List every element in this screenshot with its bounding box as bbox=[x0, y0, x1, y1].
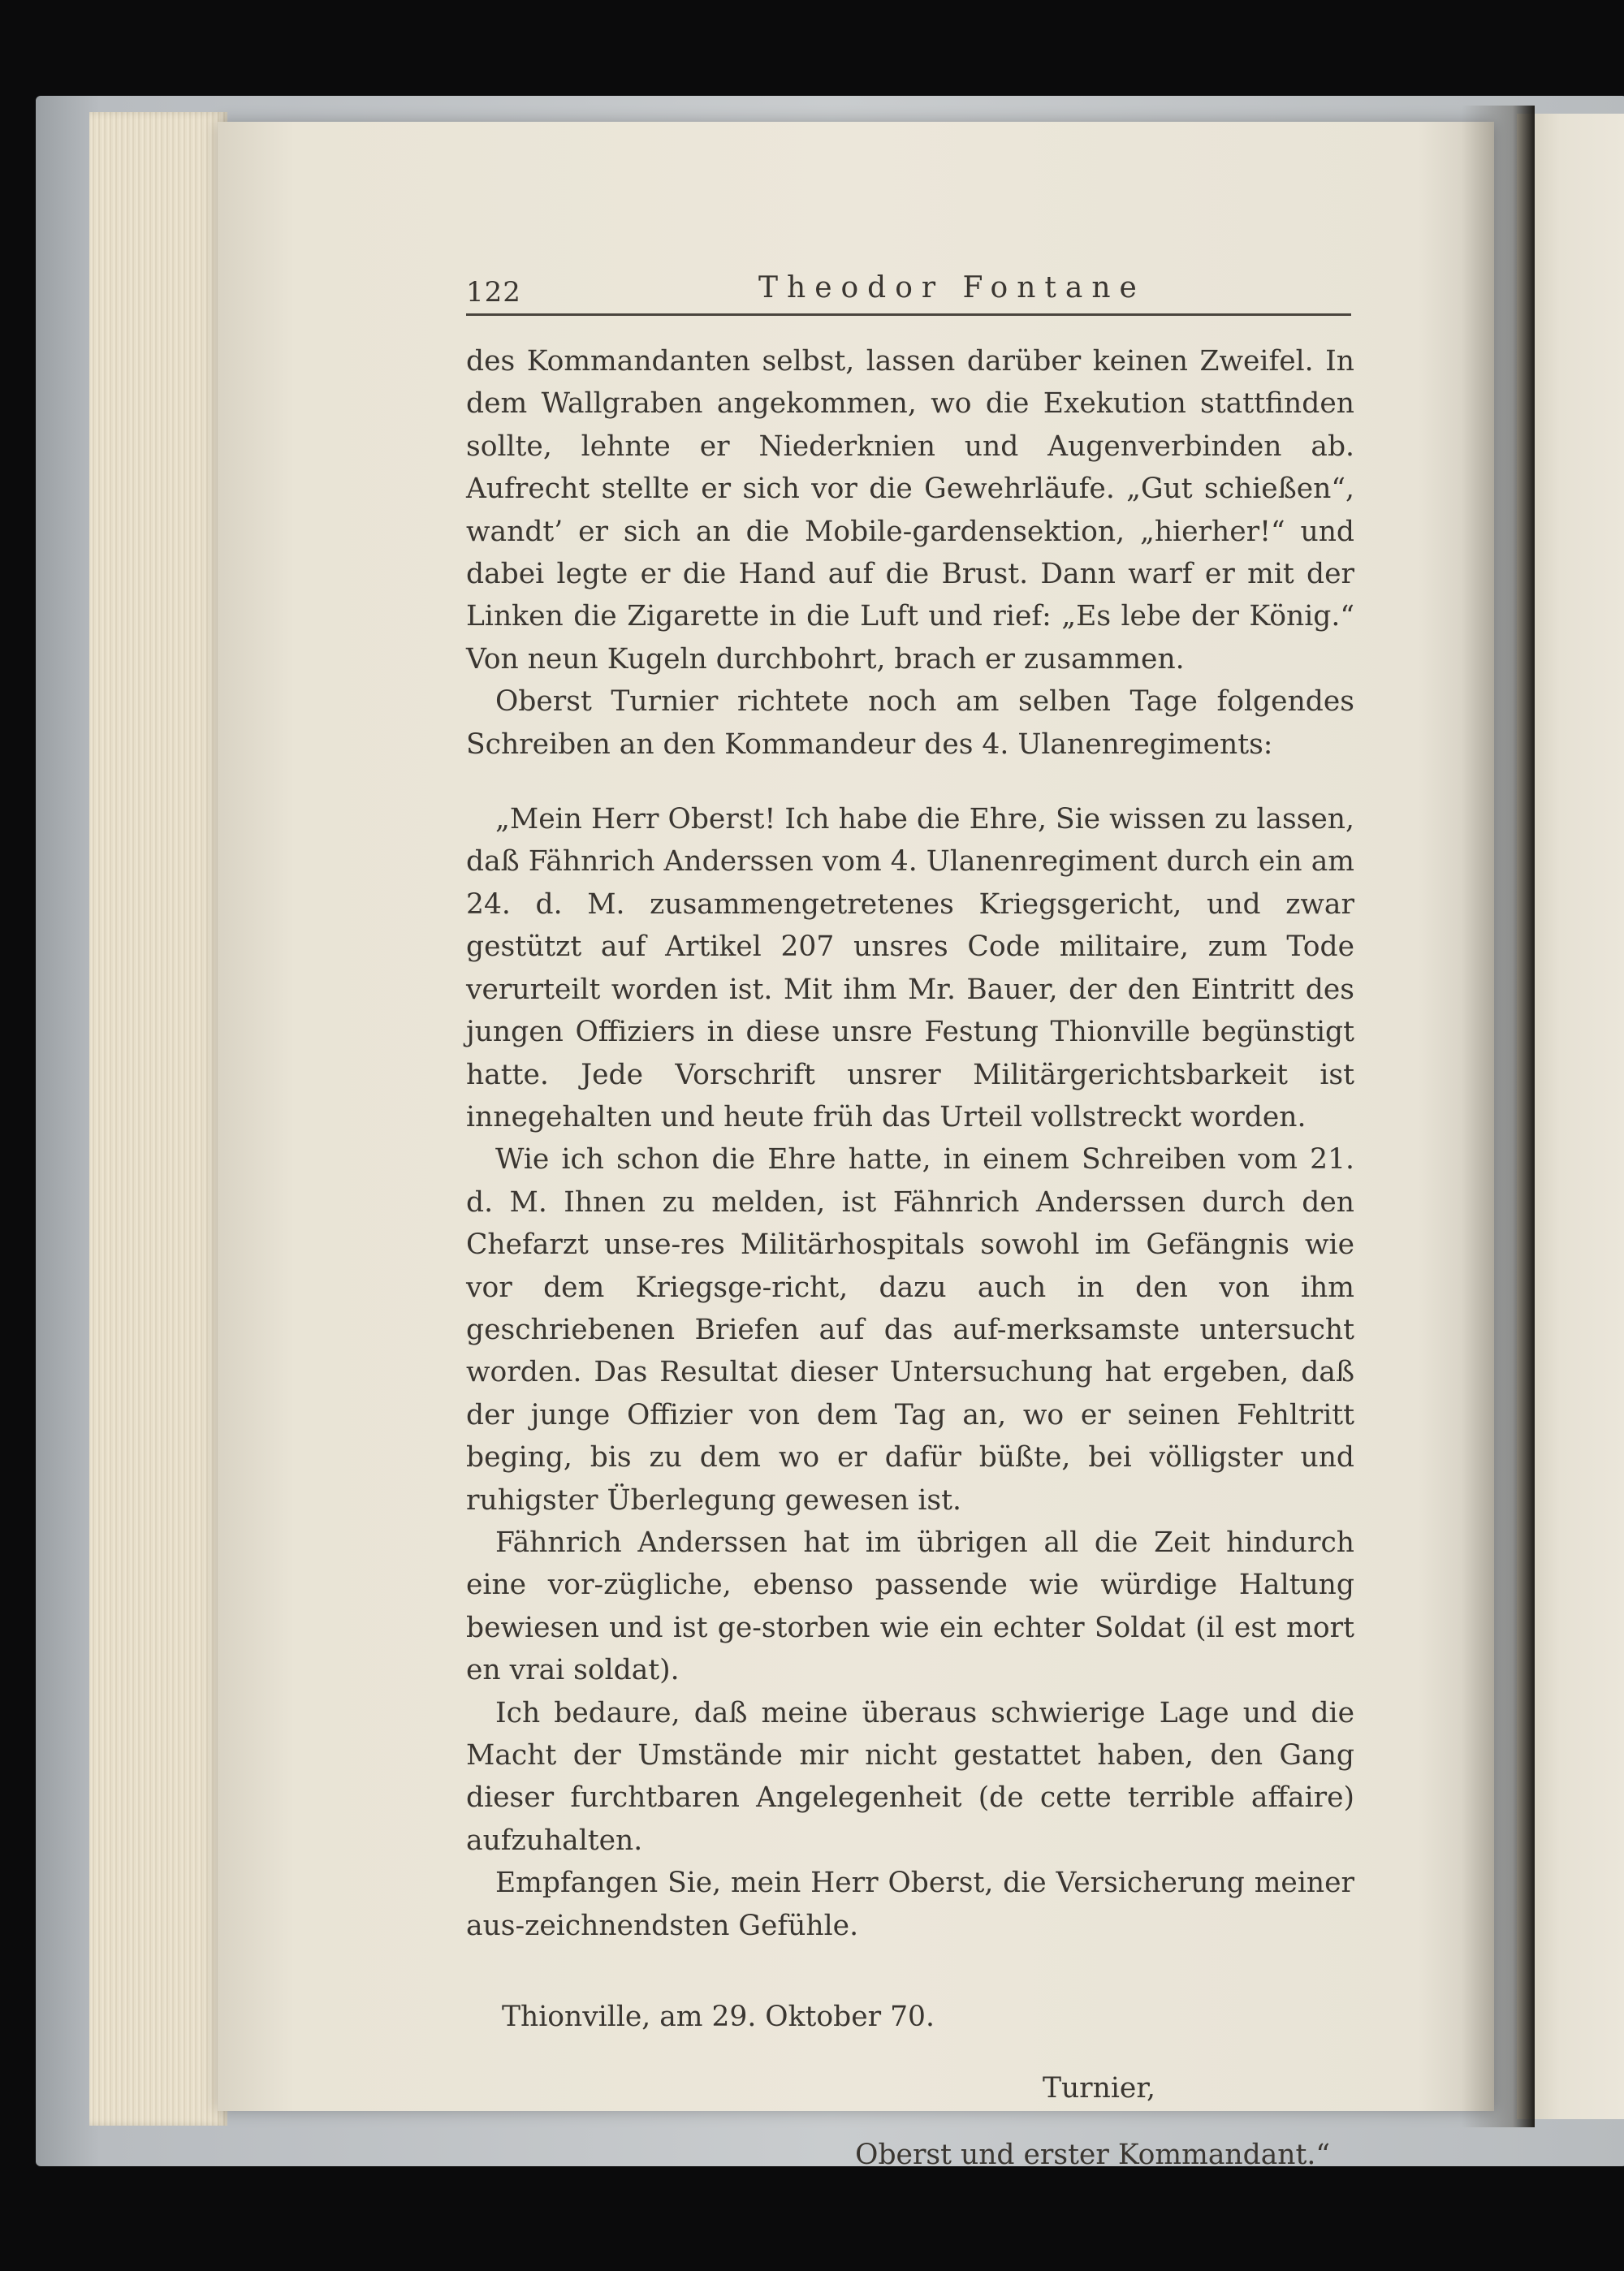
letter-paragraph: Fähnrich Anderssen hat im übrigen all die Zeit hindurch eine vor-zügliche, ebenso passende wie würdige Haltung bewiesen und ist ge-storben wie ein echter Soldat (il est mort en vrai soldat). bbox=[466, 1526, 1354, 1687]
running-head bbox=[466, 268, 1351, 316]
page-content bbox=[466, 268, 1354, 2176]
signature-name: Turnier, bbox=[1042, 2072, 1155, 2105]
place-date: Thionville, am 29. Oktober 70. bbox=[502, 2001, 935, 2034]
running-title: Theodor Fontane bbox=[758, 271, 1146, 304]
letter-paragraph: Wie ich schon die Ehre hatte, in einem Schreiben vom 21. d. M. Ihnen zu melden, ist Fähnrich Anderssen durch den Chefarzt unse-res Militärhospitals sowohl im Gefängnis wie vor dem Kriegsge-richt, dazu auch in den von ihm geschriebenen Briefen auf das auf-merksamste untersucht worden. Das Resultat dieser Untersuchung hat ergeben, daß der junge Offizier von dem Tag an, wo er seinen Fehltritt beging, bis zu dem wo er dafür büßte, bei völligster und ruhigster Überlegung gewesen ist. bbox=[466, 1143, 1354, 1517]
letter-paragraph: „Mein Herr Oberst! Ich habe die Ehre, Sie wissen zu lassen, daß Fähnrich Anderssen vom 4. Ulanenregiment durch ein am 24. d. M. zusammengetretenes Kriegsgericht, und zwar gestützt auf Artikel 207 unsres Code militaire, zum Tode verurteilt worden ist. Mit ihm Mr. Bauer, der den Eintritt des jungen Offiziers in diese unsre Festung Thionville begünstigt hatte. Jede Vorschrift unsrer Militärgerichtsbarkeit ist innegehalten und heute früh das Urteil vollstreckt worden. bbox=[466, 803, 1354, 1133]
page-edges bbox=[89, 112, 227, 2126]
paragraph: Oberst Turnier richtete noch am selben Tage folgendes Schreiben an den Kommandeur des 4. Ulanenregiments: bbox=[466, 685, 1354, 761]
body-text bbox=[466, 340, 1354, 2176]
letter-paragraph: Empfangen Sie, mein Herr Oberst, die Versicherung meiner aus-zeichnendsten Gefühle. bbox=[466, 1867, 1354, 1942]
signature-title: Oberst und erster Kommandant.“ bbox=[855, 2139, 1330, 2172]
page-number: 122 bbox=[466, 276, 521, 309]
letter-paragraph: Ich bedaure, daß meine überaus schwierige Lage und die Macht der Umstände mir nicht gestattet haben, den Gang dieser furchtbaren Angelegenheit (de cette terrible affaire) aufzuhalten. bbox=[466, 1696, 1354, 1857]
paragraph: des Kommandanten selbst, lassen darüber keinen Zweifel. In dem Wallgraben angekommen, wo die Exekution stattfinden sollte, lehnte er Niederknien und Augenverbinden ab. Aufrecht stellte er sich vor die Gewehrläufe. „Gut schießen“, wandt’ er sich an die Mobile-gardensektion, „hierher!“ und dabei legte er die Hand auf die Brust. Dann warf er mit der Linken die Zigarette in die Luft und rief: „Es lebe der König.“ Von neun Kugeln durchbohrt, brach er zusammen. bbox=[466, 345, 1354, 676]
book-gutter bbox=[1462, 106, 1535, 2127]
